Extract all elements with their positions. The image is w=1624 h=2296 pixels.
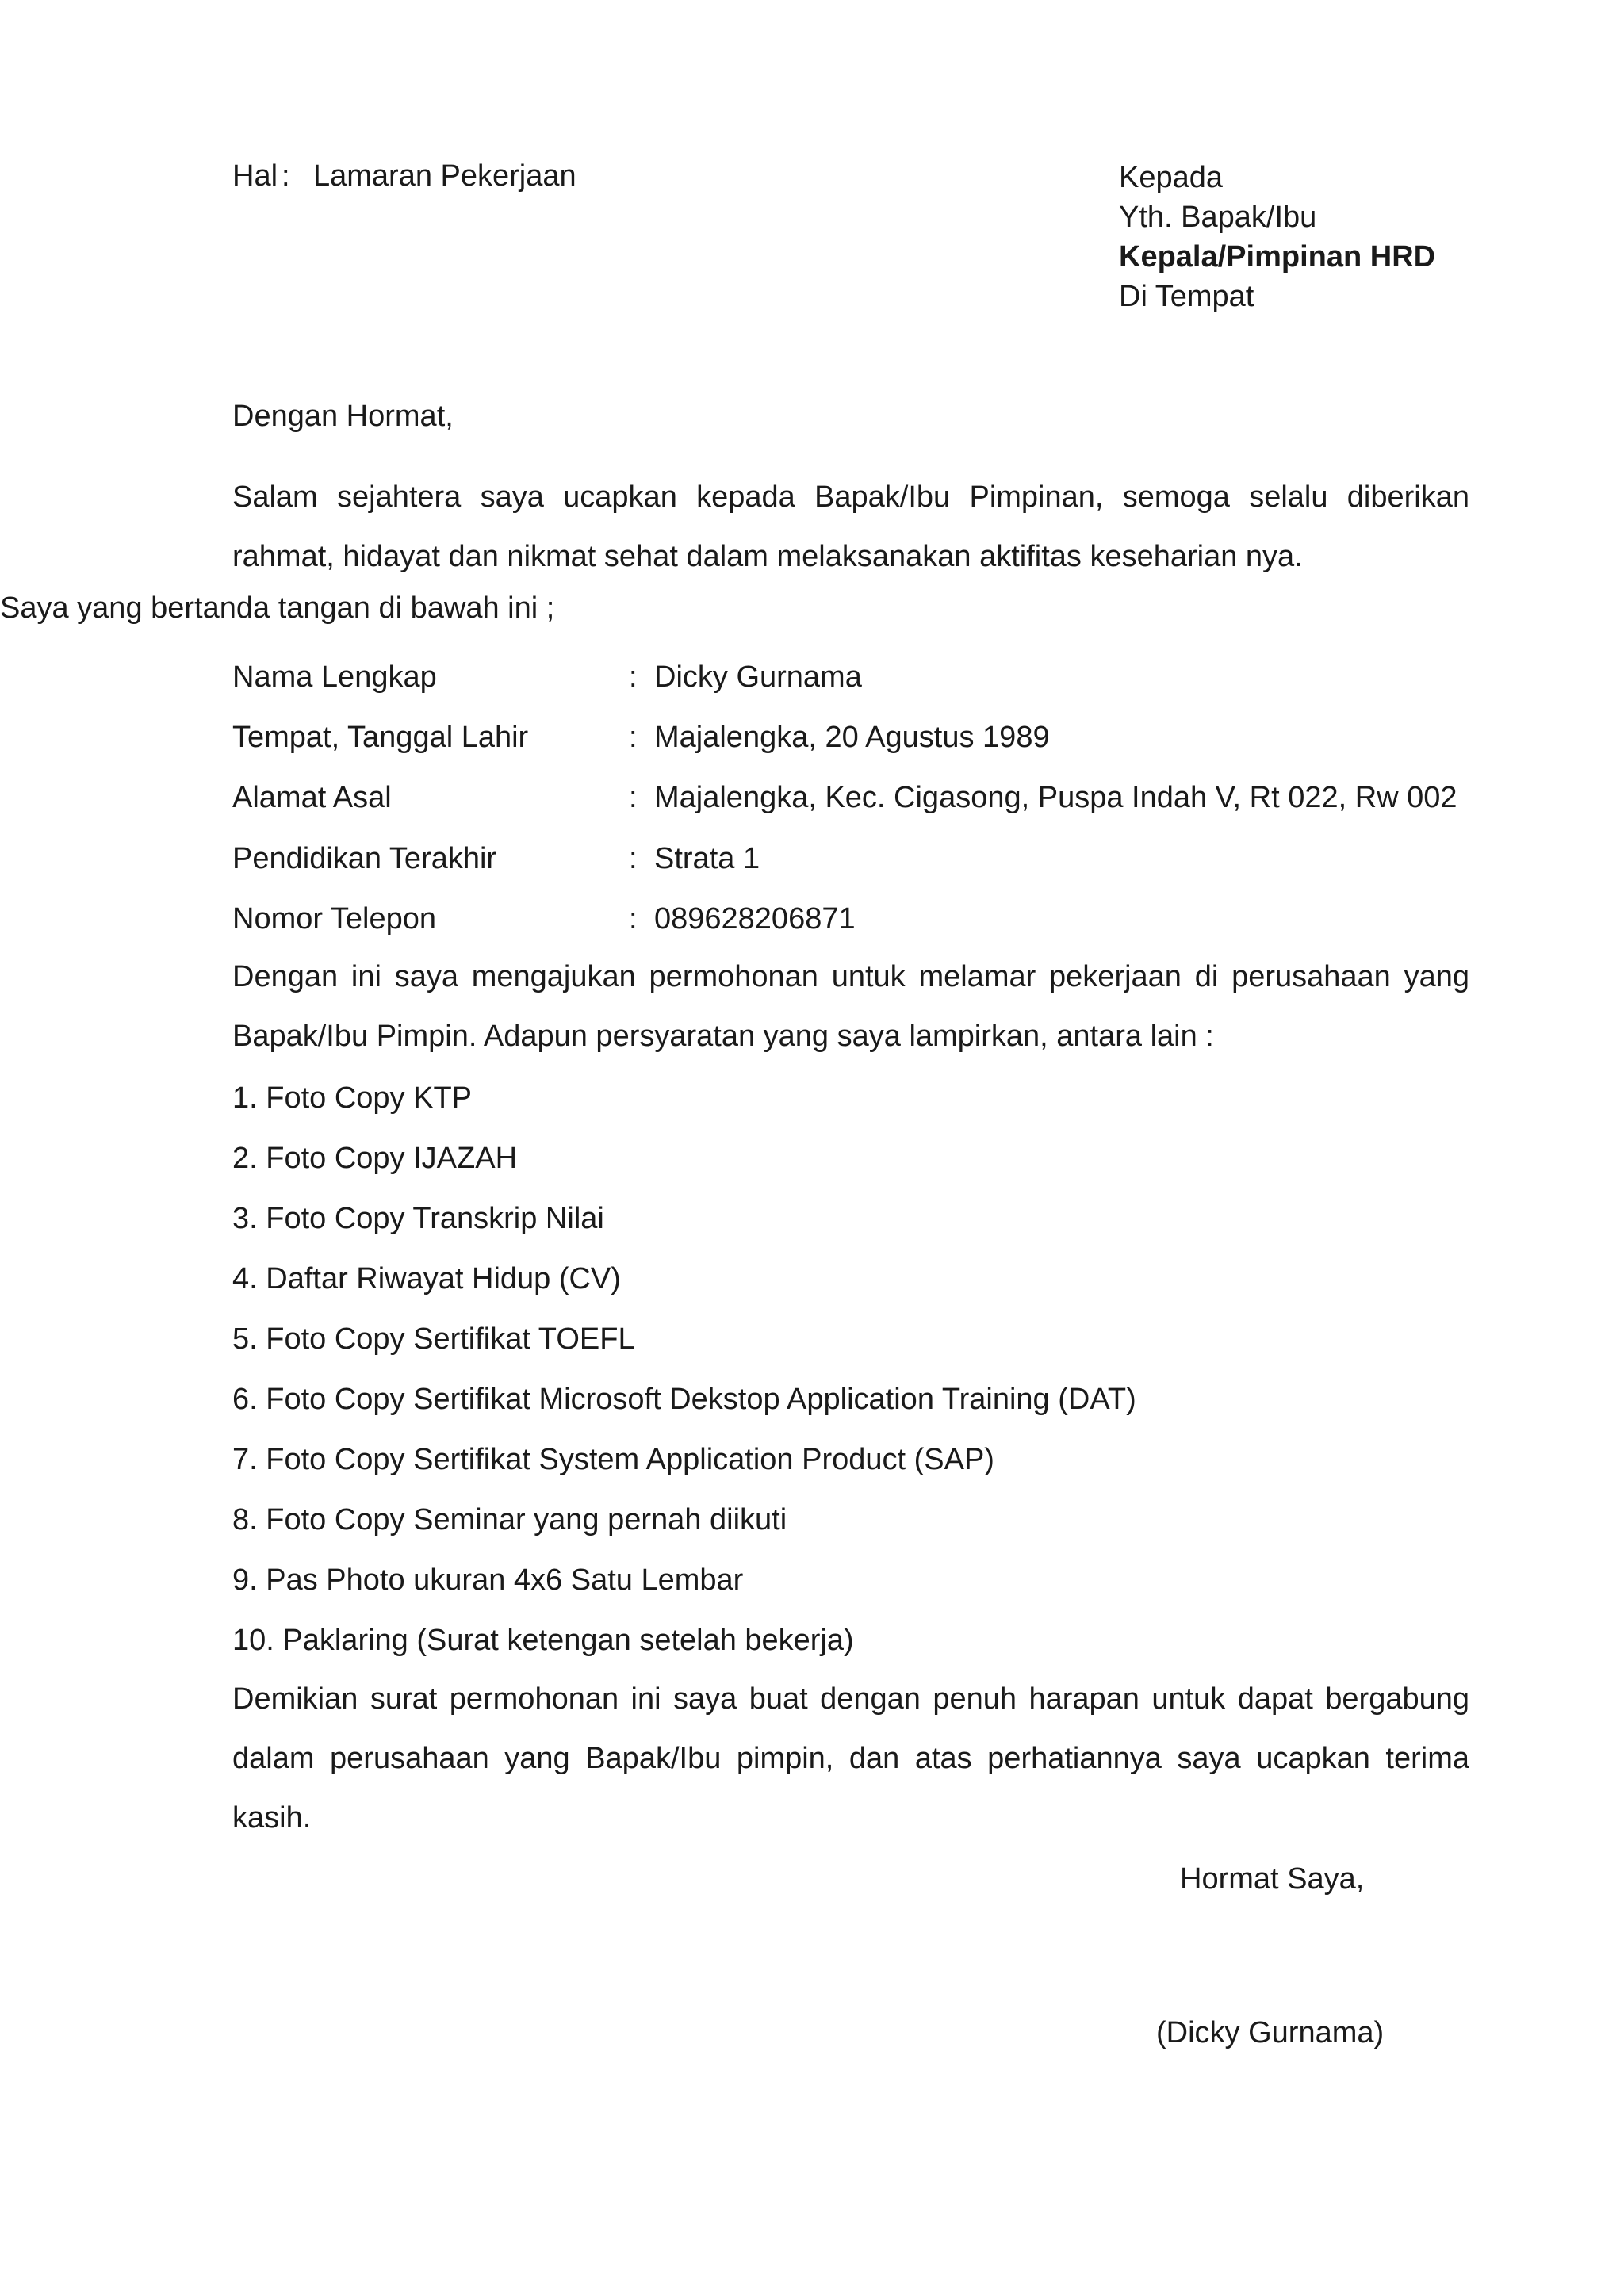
list-item: 1. Foto Copy KTP xyxy=(232,1081,473,1115)
data-colon: : xyxy=(629,842,638,875)
recipient-line-3: Kepala/Pimpinan HRD xyxy=(1119,240,1436,274)
list-item: 3. Foto Copy Transkrip Nilai xyxy=(232,1202,604,1235)
subject-line xyxy=(232,159,576,195)
data-label: Pendidikan Terakhir xyxy=(232,842,497,875)
greeting: Dengan Hormat, xyxy=(232,400,454,433)
data-label: Alamat Asal xyxy=(232,781,392,814)
data-label: Nama Lengkap xyxy=(232,660,437,694)
subject-label: Hal xyxy=(232,159,278,193)
data-row-birth xyxy=(232,719,1050,756)
list-item: 5. Foto Copy Sertifikat TOEFL xyxy=(232,1322,635,1356)
signer-name: (Dicky Gurnama) xyxy=(1156,2016,1385,2049)
closing-paragraph: Demikian surat permohonan ini saya buat dengan penuh harapan untuk dapat bergabung dalam perusahaan yang Bapak/Ibu pimpin, dan atas perhatiannya saya ucapkan terima kasih. xyxy=(232,1682,1469,1835)
data-value: Majalengka, 20 Agustus 1989 xyxy=(654,721,1050,754)
data-colon: : xyxy=(629,781,638,814)
data-label: Tempat, Tanggal Lahir xyxy=(232,721,529,754)
list-item: 9. Pas Photo ukuran 4x6 Satu Lembar xyxy=(232,1563,744,1597)
closing-salutation: Hormat Saya, xyxy=(1180,1862,1365,1896)
recipient-line-1: Kepada xyxy=(1119,161,1224,194)
opening-paragraph: Salam sejahtera saya ucapkan kepada Bapak/Ibu Pimpinan, semoga selalu diberikan rahmat, hidayat dan nikmat sehat dalam melaksanakan aktifitas keseharian nya. xyxy=(232,480,1469,573)
data-colon: : xyxy=(629,902,638,936)
data-value: Majalengka, Kec. Cigasong, Puspa Indah V, Rt 022, Rw 002 xyxy=(654,781,1457,814)
data-value: Strata 1 xyxy=(654,842,760,875)
data-row-name xyxy=(232,659,862,695)
recipient-line-4: Di Tempat xyxy=(1119,280,1254,313)
subject-colon: : xyxy=(282,159,290,193)
list-item: 2. Foto Copy IJAZAH xyxy=(232,1142,518,1175)
data-row-address xyxy=(232,779,1457,816)
list-item: 6. Foto Copy Sertifikat Microsoft Dekstop Application Training (DAT) xyxy=(232,1383,1136,1416)
attachment-list xyxy=(232,1080,1136,1682)
data-label: Nomor Telepon xyxy=(232,902,437,936)
recipient-block xyxy=(1119,158,1435,316)
data-value: Dicky Gurnama xyxy=(654,660,862,694)
list-item: 7. Foto Copy Sertifikat System Application Product (SAP) xyxy=(232,1443,994,1476)
list-item: 4. Daftar Riwayat Hidup (CV) xyxy=(232,1262,621,1295)
data-value: 089628206871 xyxy=(654,902,856,936)
data-colon: : xyxy=(629,721,638,754)
data-colon: : xyxy=(629,660,638,694)
data-row-phone xyxy=(232,901,856,937)
subject-value: Lamaran Pekerjaan xyxy=(313,159,576,193)
intro-line: Saya yang bertanda tangan di bawah ini ; xyxy=(0,591,555,625)
list-item: 10. Paklaring (Surat ketengan setelah bekerja) xyxy=(232,1624,854,1657)
recipient-line-2: Yth. Bapak/Ibu xyxy=(1119,201,1317,234)
data-row-education xyxy=(232,840,760,877)
application-paragraph: Dengan ini saya mengajukan permohonan untuk melamar pekerjaan di perusahaan yang Bapak/Ibu Pimpin. Adapun persyaratan yang saya lampirkan, antara lain : xyxy=(232,960,1469,1053)
list-item: 8. Foto Copy Seminar yang pernah diikuti xyxy=(232,1503,787,1536)
